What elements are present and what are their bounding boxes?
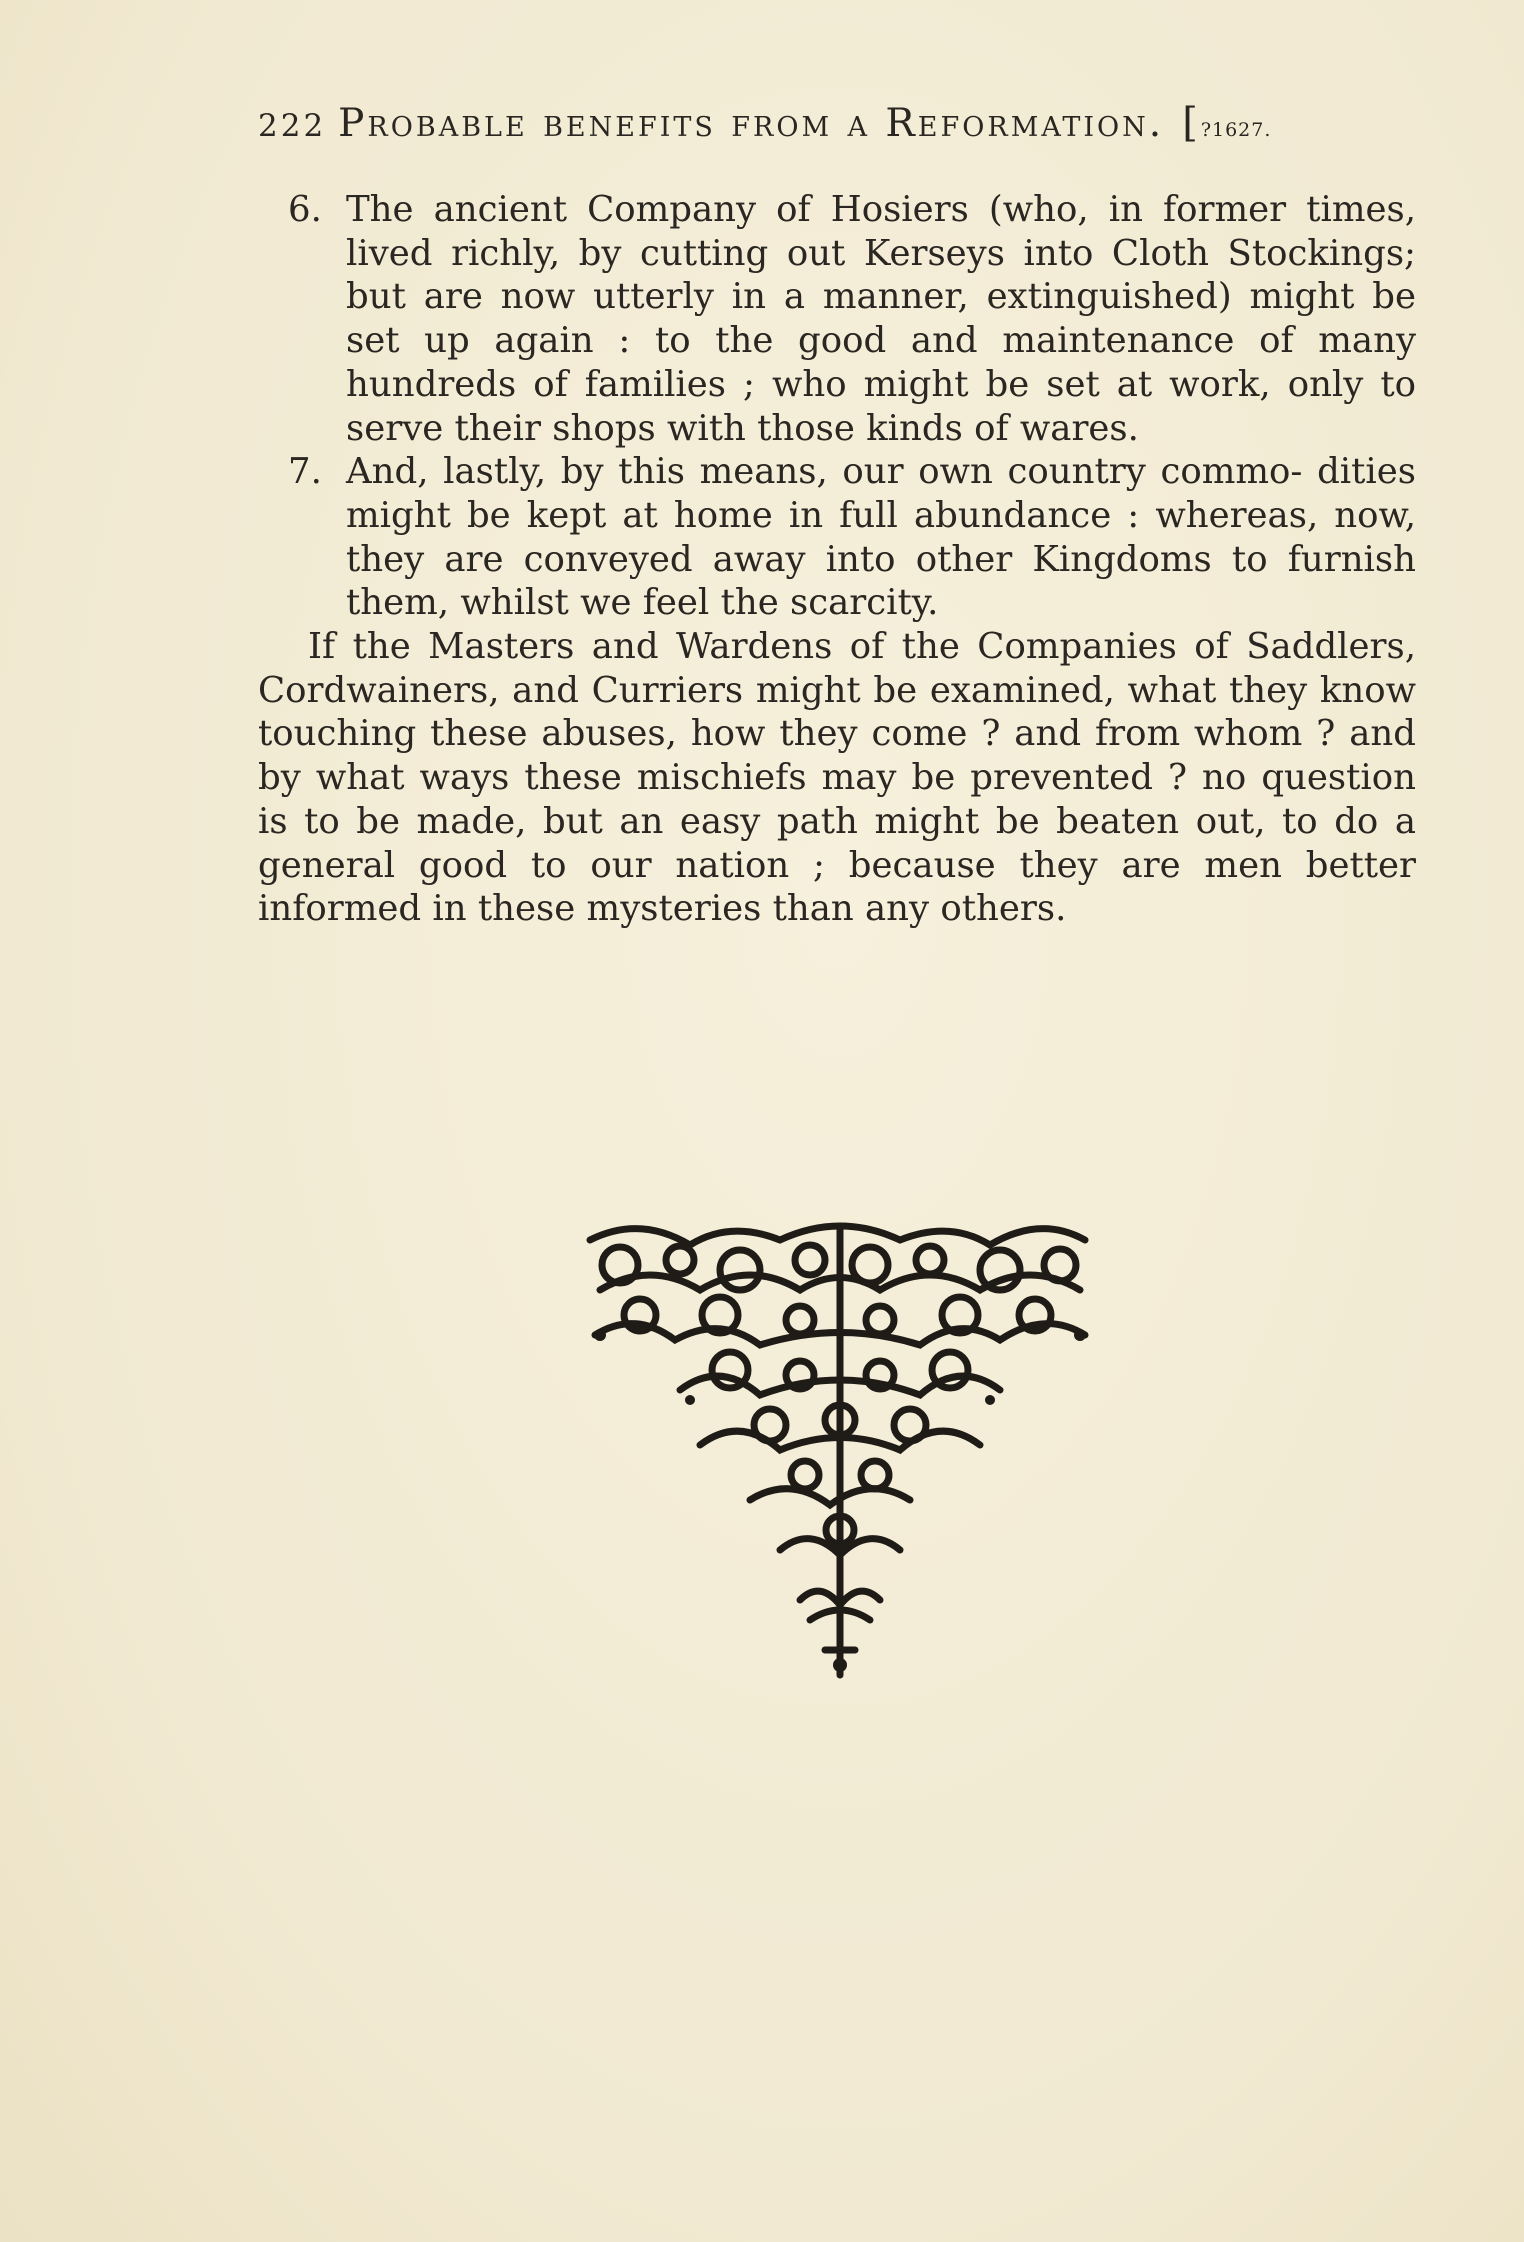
running-title: Probable benefits from a Reformation. — [338, 101, 1165, 146]
list-item — [258, 188, 1416, 450]
date-value: 1627. — [1212, 119, 1272, 141]
list-item-text: And, lastly, by this means, our own country commo- dities might be kept at home in full abundance : whereas, now, they are conveyed away into other Kingdoms to furnish them, whilst we feel the scarcity. — [346, 451, 1416, 624]
list-item-text: The ancient Company of Hosiers (who, in former times, lived richly, by cutting out Kerseys into Cloth Stockings; but are now utterly in a manner, extinguished) might be set up again : to the good and maintenance of many hundreds of families ; who might be set at work, only to serve their shops with those kinds of wares. — [346, 189, 1416, 449]
page-number: 222 — [258, 108, 327, 144]
list-item — [258, 450, 1416, 625]
tailpiece-ornament-icon — [580, 1220, 1100, 1680]
running-head — [258, 100, 1418, 160]
list-item-number: 6. — [288, 189, 322, 230]
list-item-number: 7. — [288, 451, 322, 493]
closing-paragraph: If the Masters and Wardens of the Companies of Saddlers, Cordwainers, and Curriers might be examined, what they know touching these abuses, how they come ? and from whom ? and by what ways these mischiefs may be prevented ? no question is to be made, but an easy path might be beaten out, to do a general good to our nation ; because they are men better informed in these mysteries than any others. — [258, 626, 1416, 930]
date-query-mark: ? — [1200, 119, 1212, 141]
date-bracket-mark: [ — [1182, 100, 1201, 146]
date-bracket — [1182, 100, 1271, 146]
body-text — [258, 188, 1416, 931]
